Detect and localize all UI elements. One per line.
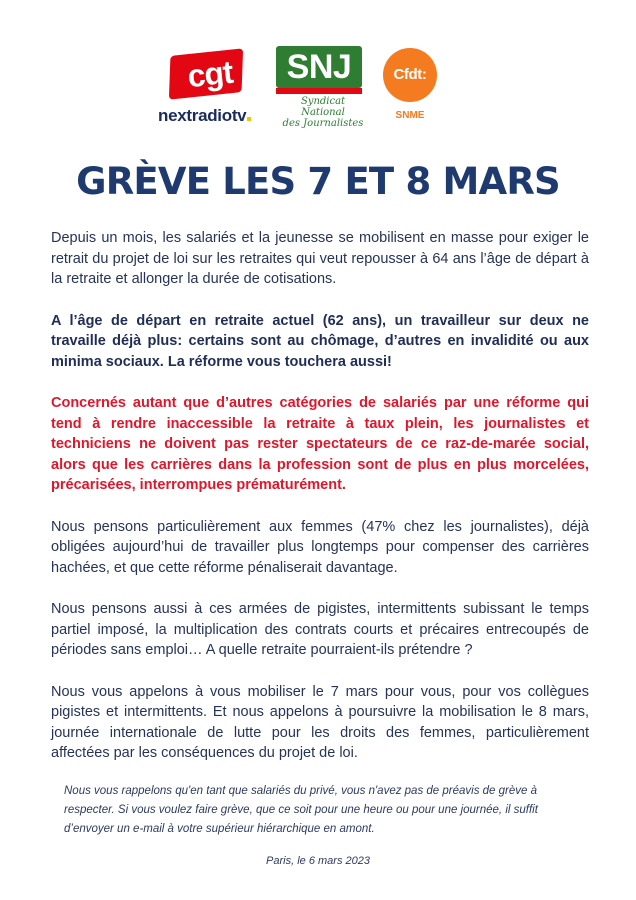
body-content [51,228,589,785]
snj-subtitle-line1: Syndicat National [300,96,346,118]
cfdt-logo-text: Cfdt: [383,48,437,102]
snj-subtitle-line2: des Journalistes [282,118,364,129]
paragraph-women: Nous pensons particulièrement aux femmes (47% chez les journalistes), déjà obligées aujourd’hui de travailler plus longtemps pour compenser des carrières hachées, et que cette réforme pénaliserait davantage. [51,518,589,576]
paragraph-freelancers: Nous pensons aussi à ces armées de pigistes, intermittents subissant le temps partiel imposé, la multiplication des contrats courts et précaires entrecoupés de périodes sans emploi… A quelle retraite pourraient-ils prétendre ? [51,601,589,658]
cgt-logo [158,52,262,128]
cgt-subtitle-dot [247,117,251,121]
page-title: GRÈVE LES 7 ET 8 MARS [76,160,560,203]
paragraph-intro: Depuis un mois, les salariés et la jeunesse se mobilisent en masse pour exiger le retrait du projet de loi sur les retraites qui veut repousser à 64 ans l’âge de départ à la retraite et allonger la durée de cotisations. [51,230,589,287]
paragraph-call-to-action: Nous vous appelons à vous mobiliser le 7 mars pour vous, pour vos collègues pigistes et intermittents. Et nous appelons à poursuivre la mobilisation le 8 mars, journée internationale de lutte pour les droits des femmes, particulièrement affectées par les conséquences du projet de loi. [51,683,589,761]
strike-notice: Nous vous rappelons qu'en tant que salariés du privé, vous n'avez pas de préavis de grève à respecter. Si vous voulez faire grève, que ce soit pour une heure ou pour une journée, il suffit d’envoyer un e-mail à votre supérieur hiérarchique en amont. [64,785,538,835]
document-date: Paris, le 6 mars 2023 [266,855,370,867]
cgt-logo-text: cgt [185,53,235,95]
snj-logo-bar [276,88,362,94]
cgt-subtitle-text: nextradiotv [158,106,247,125]
snj-logo-subtitle [278,96,368,129]
cgt-logo-subtitle [158,106,251,126]
logo-row [0,46,636,132]
cfdt-logo [383,48,445,132]
paragraph-journalists: Concernés autant que d’autres catégories de salariés par une réforme qui tend à rendre inaccessible la retraite à taux plein, les journalistes et techniciens ne doivent pas rester spectateurs de ce raz-de-marée social, alors que les carrières dans la profession sont de plus en plus morcelées, précarisées, interrompues prématurément. [51,395,589,493]
paragraph-retirement-age: A l’âge de départ en retraite actuel (62 ans), un travailleur sur deux ne travaille déjà plus: certains sont au chômage, d’autres en invalidité ou aux minima sociaux. La réforme vous touchera aussi! [51,312,589,370]
snj-logo-text: SNJ [276,46,362,88]
cfdt-logo-subtitle: SNME [395,110,425,121]
snj-logo [276,46,366,132]
